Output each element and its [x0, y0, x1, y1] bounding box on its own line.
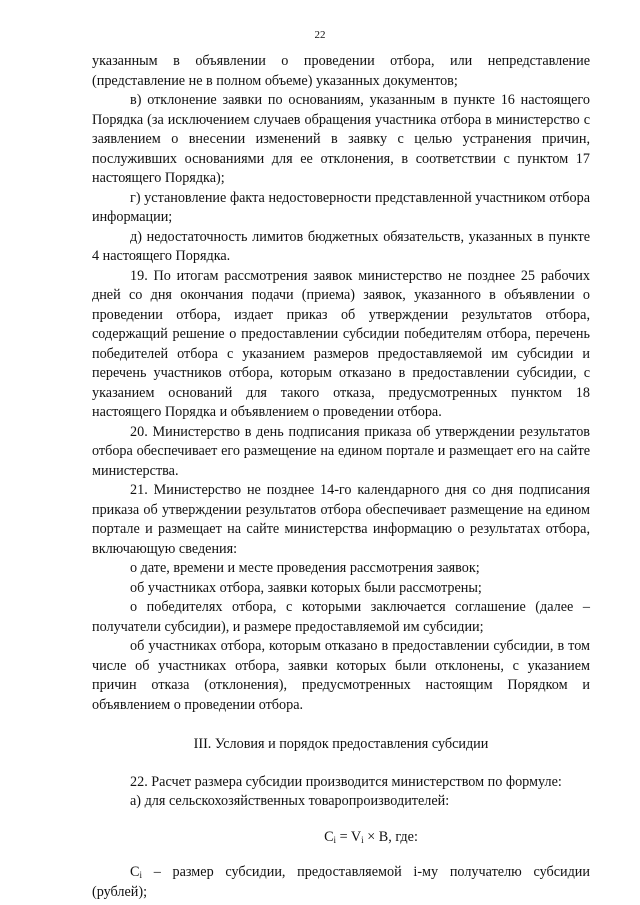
list-item-date: о дате, времени и месте проведения рассмотрения заявок; [130, 560, 480, 576]
formula-lhs-subscript: i [333, 834, 337, 845]
formula-v-subscript: i [361, 834, 364, 845]
list-item-winners: о победителях отбора, с которыми заключается соглашение (далее – получатели субсидии), и размере предоставляемой им субсидии; [92, 599, 590, 635]
definition-text: – размер субсидии, предоставляемой i-му получателю субсидии (рублей); [92, 864, 590, 900]
section-heading: III. Условия и порядок предоставления субсидии [193, 736, 489, 752]
paragraph-continuation: указанным в объявлении о проведении отбора, или непредставление (представление не в полном объеме) указанных документов; [92, 53, 590, 89]
formula-rest: × B, где: [363, 828, 418, 845]
paragraph-22: 22. Расчет размера субсидии производится министерством по формуле: [130, 773, 562, 790]
paragraph-item-d: д) недостаточность лимитов бюджетных обязательств, указанных в пункте 4 настоящего Порядка. [92, 228, 590, 264]
document-body [92, 52, 590, 902]
list-item-rejected: об участниках отбора, которым отказано в предоставлении субсидии, в том числе об участниках отбора, заявки которых были отклонены, с указанием причин отказа (отклонения), предусмотренных настоящим Порядком и объявлением о проведении отбора. [92, 638, 590, 713]
formula-lhs: C [324, 828, 334, 845]
paragraph-item-v: в) отклонение заявки по основаниям, указанным в пункте 16 настоящего Порядка (за исключением случаев обращения участника отбора в министерство с заявлением о внесении изменений в заявку с целью устранения причин, послуживших основаниями для ее отклонения, в соответствии с пунктом 17 настоящего Порядка); [92, 92, 590, 186]
formula [92, 828, 590, 848]
definition-ci [92, 863, 590, 902]
paragraph-item-g: г) установление факта недостоверности представленной участником отбора информации; [92, 189, 590, 225]
paragraph-21: 21. Министерство не позднее 14-го календарного дня со дня подписания приказа об утверждении результатов отбора обеспечивает размещение на едином портале и размещает на сайте министерства информацию о результатах отбора, включающую сведения: [92, 482, 590, 557]
paragraph-19: 19. По итогам рассмотрения заявок министерство не позднее 25 рабочих дней со дня окончания подачи (приема) заявок, указанного в объявлении о проведении отбора, издает приказ об утверждении результатов отбора, содержащий решение о предоставлении субсидии победителям отбора, перечень победителей отбора с указанием размеров предоставляемой им субсидии и перечень участников отбора, которым отказано в предоставлении субсидии, с указанием оснований для такого отказа, предусмотренных пунктом 18 настоящего Порядка и объявлением о проведении отбора. [92, 267, 590, 420]
definition-symbol-subscript: i [139, 870, 142, 880]
formula-equals-v: = V [336, 828, 362, 845]
page-number: 22 [314, 29, 326, 41]
paragraph-22-a: а) для сельскохозяйственных товаропроизводителей: [130, 793, 450, 809]
paragraph-20: 20. Министерство в день подписания приказа об утверждении результатов отбора обеспечивает его размещение на едином портале и размещает его на сайте министерства. [92, 423, 590, 479]
definition-symbol: C [130, 864, 140, 880]
list-item-participants: об участниках отбора, заявки которых были рассмотрены; [130, 579, 482, 596]
